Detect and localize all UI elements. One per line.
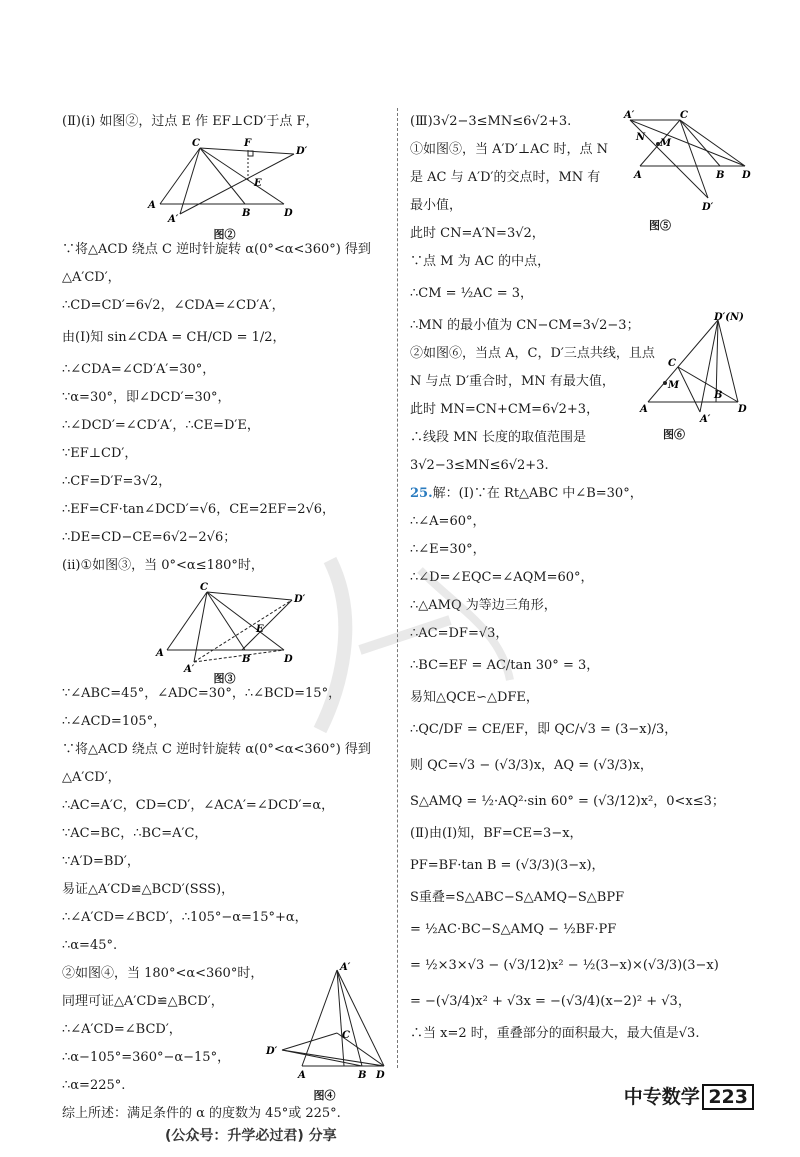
label: F <box>244 138 252 149</box>
text-line: ∴AC=DF=√3， <box>410 626 509 641</box>
figure-caption: 图③ <box>213 672 236 685</box>
label: A <box>298 1070 306 1081</box>
text-line: ∴DE=CD−CE=6√2−2√6； <box>62 530 237 545</box>
text-line: 综上所述：满足条件的 α 的度数为 45°或 225°. <box>62 1106 341 1121</box>
figure-2-diagram <box>62 136 387 225</box>
label: D′ <box>702 202 714 213</box>
label: B <box>716 170 725 181</box>
text-line: S重叠=S△ABC−S△AMQ−S△BPF <box>410 890 625 905</box>
text-line: ∵∠ABC=45°，∠ADC=30°，∴∠BCD=15°， <box>62 686 342 701</box>
label: D <box>742 170 751 181</box>
label: D <box>284 654 293 665</box>
text-line: 此时 MN=CN+CM=6√2+3， <box>410 402 600 417</box>
text-line: ∴α=45°. <box>62 938 118 953</box>
text-line: ∴∠CDA=∠CD′A′=30°， <box>62 362 216 377</box>
label: D <box>738 404 747 415</box>
text-line: 易证△A′CD≌△BCD′(SSS)， <box>62 882 235 897</box>
label: A′ <box>700 414 711 425</box>
text-line: PF=BF·tan B = (√3/3)(3−x)， <box>410 858 605 873</box>
label: D′ <box>296 146 308 157</box>
book-title: 中专数学 <box>623 1086 700 1108</box>
text-line: ∴CD=CD′=6√2，∠CDA=∠CD′A′， <box>62 298 285 313</box>
text-line: ∴EF=CF·tan∠DCD′=√6，CE=2EF=2√6， <box>62 502 336 517</box>
watermark-logo <box>300 540 520 740</box>
text-line: ②如图④，当 180°<α<360°时， <box>62 966 264 981</box>
text-line: 是 AC 与 A′D′的交点时，MN 有 <box>410 170 601 185</box>
text-line: 最小值， <box>410 198 463 213</box>
text-line-content: 解：(Ⅰ)∵在 Rt△ABC 中∠B=30°， <box>432 486 643 501</box>
figure-5-diagram <box>620 108 750 213</box>
label: A′ <box>168 214 179 225</box>
text-line: (Ⅱ)由(Ⅰ)知，BF=CE=3−x， <box>410 826 583 841</box>
label: D′ <box>266 1046 278 1057</box>
text-line: = ½×3×√3 − (√3/12)x² − ½(3−x)×(√3/3)(3−x) <box>410 958 719 973</box>
label: D′ <box>294 594 306 605</box>
text-line: ∴BC=EF = AC/tan 30° = 3， <box>410 658 600 673</box>
label: A′ <box>184 664 195 675</box>
label: D <box>376 1070 385 1081</box>
text-line: ∵α=30°，即∠DCD′=30°， <box>62 390 231 405</box>
question-number: 25. <box>410 486 433 501</box>
text-line: ∵点 M 为 AC 的中点， <box>410 254 551 269</box>
figure-caption: 图⑤ <box>649 219 671 232</box>
label: N <box>636 132 646 143</box>
share-note: (公众号：升学必过君) 分享 <box>165 1128 337 1144</box>
text-line: ②如图⑥，当点 A，C，D′三点共线，且点 <box>410 346 655 361</box>
figure-6-diagram <box>638 312 750 425</box>
label: E <box>256 624 264 635</box>
label: A <box>148 200 156 211</box>
figure-2 <box>62 136 387 241</box>
text-line: = ½AC·BC−S△AMQ − ½BF·PF <box>410 922 617 937</box>
text-line: ∴MN 的最小值为 CN−CM=3√2−3； <box>410 318 640 333</box>
text-line: 同理可证△A′CD≌△BCD′， <box>62 994 224 1009</box>
figure-caption: 图④ <box>313 1089 336 1102</box>
page-number: 223 <box>708 1086 748 1108</box>
text-line: ∵A′D=BD′， <box>62 854 140 869</box>
label: E <box>254 178 262 189</box>
text-line: ∴α=225°. <box>62 1078 126 1093</box>
label: C <box>680 110 688 121</box>
text-line: (Ⅱ)(ⅰ) 如图②，过点 E 作 EF⊥CD′于点 F， <box>62 114 319 129</box>
text-line: ∵将△ACD 绕点 C 逆时针旋转 α(0°<α<360°) 得到 <box>62 742 371 757</box>
text-line: 则 QC=√3 − (√3/3)x，AQ = (√3/3)x， <box>410 758 653 773</box>
text-line: △A′CD′， <box>62 270 121 285</box>
text-line: = −(√3/4)x² + √3x = −(√3/4)(x−2)² + √3， <box>410 994 691 1009</box>
text-line: (ⅱ)①如图③，当 0°<α≤180°时， <box>62 558 264 573</box>
text-line: ①如图⑤，当 A′D′⊥AC 时，点 N <box>410 142 609 157</box>
text-line: ∴QC/DF = CE/EF，即 QC/√3 = (3−x)/3， <box>410 722 678 737</box>
label: C <box>668 358 676 369</box>
figure-4-diagram <box>262 958 387 1083</box>
text-line: 由(Ⅰ)知 sin∠CDA = CH/CD = 1/2， <box>62 330 286 345</box>
text-line: ∴CF=D′F=3√2， <box>62 474 172 489</box>
text-line: S△AMQ = ½·AQ²·sin 60° = (√3/12)x²，0<x≤3； <box>410 794 725 809</box>
text-line: ∴α−105°=360°−α−15°， <box>62 1050 231 1065</box>
label: M <box>660 138 672 149</box>
label: A′ <box>340 962 351 973</box>
footer-book-title <box>624 1082 750 1109</box>
label: C <box>192 138 200 149</box>
figure-6 <box>638 312 750 441</box>
label: B <box>358 1070 367 1081</box>
label: C <box>342 1030 350 1041</box>
figure-4 <box>262 958 387 1102</box>
figure-5 <box>620 108 751 232</box>
figure-caption: 图② <box>213 228 236 241</box>
text-line <box>410 480 750 508</box>
text-line: ∴∠DCD′=∠CD′A′，∴CE=D′E， <box>62 418 260 433</box>
text-line: 此时 CN=A′N=3√2， <box>410 226 545 241</box>
text-line: ∵EF⊥CD′， <box>62 446 138 461</box>
label: A′ <box>624 110 635 121</box>
figure-caption: 图⑥ <box>663 428 685 441</box>
label: B <box>242 208 251 219</box>
label: C <box>200 582 208 593</box>
text-line: (Ⅲ)3√2−3≤MN≤6√2+3. <box>410 114 572 129</box>
text-line: 3√2−3≤MN≤6√2+3. <box>410 458 549 473</box>
label: A <box>634 170 642 181</box>
text-line: ∴∠D=∠EQC=∠AQM=60°， <box>410 570 594 585</box>
text-line: △A′CD′， <box>62 770 121 785</box>
text-line: N 与点 D′重合时，MN 有最大值， <box>410 374 615 389</box>
text-line: ∵AC=BC，∴BC=A′C， <box>62 826 208 841</box>
text-line: ∴当 x=2 时，重叠部分的面积最大，最大值是√3. <box>410 1026 700 1041</box>
text-line: ∴∠A′CD=∠BCD′，∴105°−α=15°+α， <box>62 910 308 925</box>
text-line: ∴△AMQ 为等边三角形， <box>410 598 557 613</box>
label: B <box>714 390 723 401</box>
text-line: ∴∠A=60°， <box>410 514 486 529</box>
text-line: 易知△QCE∽△DFE， <box>410 690 539 705</box>
label: D <box>284 208 293 219</box>
text-line: ∴∠E=30°， <box>410 542 486 557</box>
label: B <box>242 654 251 665</box>
label: A <box>640 404 648 415</box>
text-line: ∴线段 MN 长度的取值范围是 <box>410 430 586 445</box>
text-line: ∵将△ACD 绕点 C 逆时针旋转 α(0°<α<360°) 得到 <box>62 242 371 257</box>
label: D′(N) <box>714 312 744 323</box>
text-line: ∴∠A′CD=∠BCD′， <box>62 1022 182 1037</box>
text-line: ∴∠ACD=105°， <box>62 714 167 729</box>
label: M <box>668 380 680 391</box>
text-line: ∴AC=A′C，CD=CD′，∠ACA′=∠DCD′=α， <box>62 798 335 813</box>
text-line: ∴CM = ½AC = 3， <box>410 286 534 301</box>
label: A <box>156 648 164 659</box>
